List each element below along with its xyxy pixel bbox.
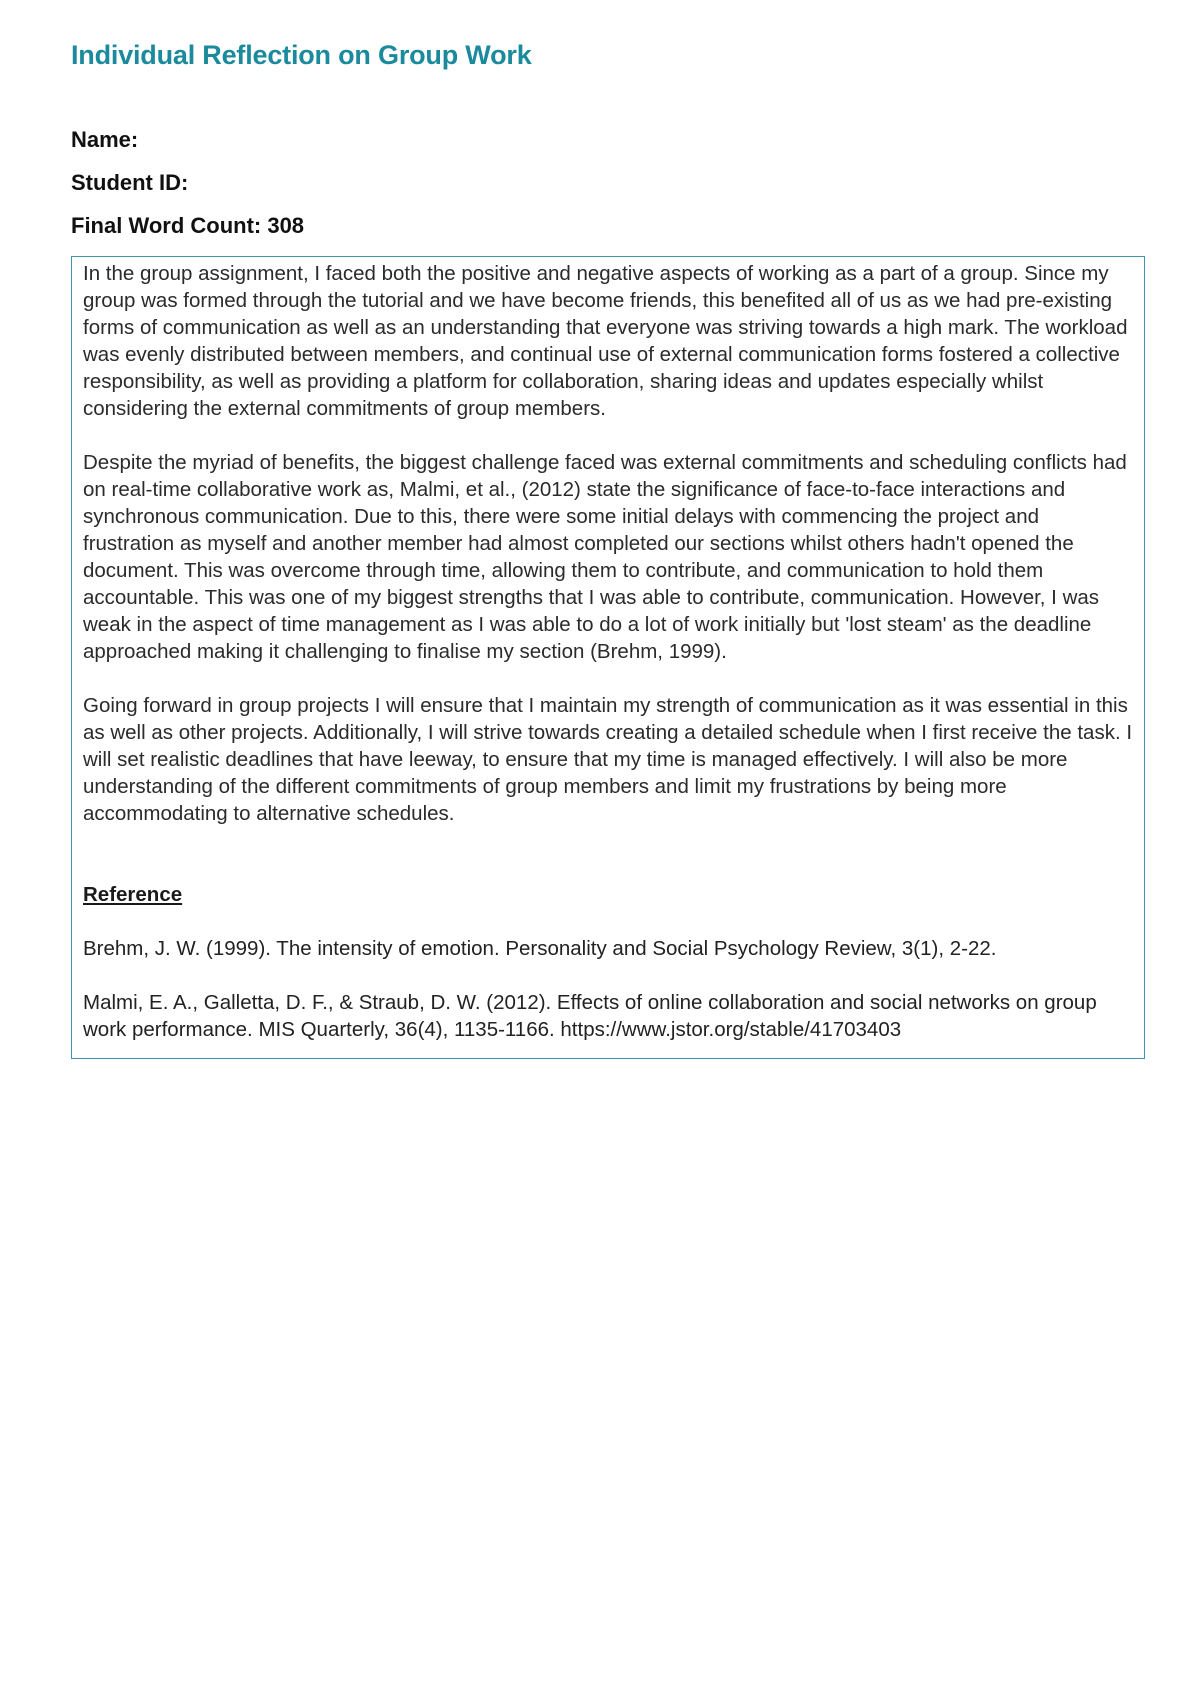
essay-paragraph: In the group assignment, I faced both the positive and negative aspects of working as a part of a group. Since my group was formed through the tutorial and we have become friends, this benefited all of us as we had pre-existing forms of communication as well as an understanding that everyone was striving towards a high mark. The workload was evenly distributed between members, and continual use of external communication forms fostered a collective responsibility, as well as providing a platform for collaboration, sharing ideas and updates especially whilst considering the external commitments of group members. bbox=[83, 262, 1128, 420]
essay-paragraph: Going forward in group projects I will ensure that I maintain my strength of communication as it was essential in this as well as other projects. Additionally, I will strive towards creating a detailed schedule when I first receive the task. I will set realistic deadlines that have leeway, to ensure that my time is managed effectively. I will also be more understanding of the different commitments of group members and limit my frustrations by being more accommodating to alternative schedules. bbox=[83, 694, 1133, 825]
name-label: Name: bbox=[71, 127, 139, 152]
reference-item: Malmi, E. A., Galletta, D. F., & Straub, D. W. (2012). Effects of online collaboration and social networks on group work performance. MIS Quarterly, 36(4), 1135-1166. https://www.jstor.org/stable/41703403 bbox=[83, 991, 1097, 1041]
reflection-text-box bbox=[71, 256, 1145, 1059]
student-id-label: Student ID: bbox=[71, 170, 189, 195]
reference-item: Brehm, J. W. (1999). The intensity of emotion. Personality and Social Psychology Review, 3(1), 2-22. bbox=[83, 937, 997, 960]
word-count-label: Final Word Count: 308 bbox=[71, 213, 305, 238]
reference-heading: Reference bbox=[83, 883, 183, 906]
essay-paragraph: Despite the myriad of benefits, the biggest challenge faced was external commitments and scheduling conflicts had on real-time collaborative work as, Malmi, et al., (2012) state the significance of face-to-face interactions and synchronous communication. Due to this, there were some initial delays with commencing the project and frustration as myself and another member had almost completed our sections whilst others hadn't opened the document. This was overcome through time, allowing them to contribute, and communication to hold them accountable. This was one of my biggest strengths that I was able to contribute, communication. However, I was weak in the aspect of time management as I was able to do a lot of work initially but 'lost steam' as the deadline approached making it challenging to finalise my section (Brehm, 1999). bbox=[83, 451, 1127, 663]
page-title: Individual Reflection on Group Work bbox=[71, 40, 532, 70]
